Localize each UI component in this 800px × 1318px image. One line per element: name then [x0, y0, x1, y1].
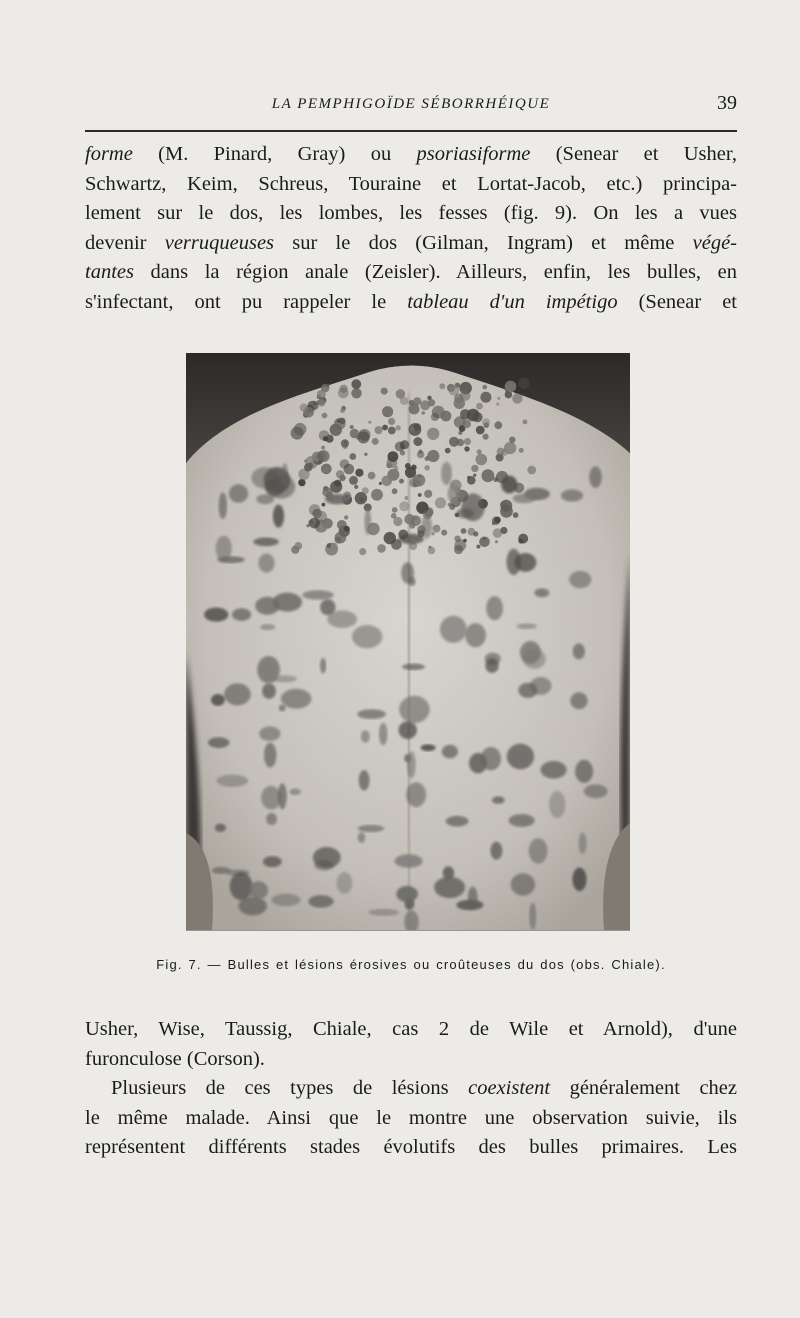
- lesion-patch: [408, 577, 415, 586]
- lesion-speck: [377, 544, 386, 553]
- lesion-patch: [534, 588, 549, 597]
- paragraph-bottom: [85, 1015, 737, 1163]
- lesion-speck: [337, 419, 341, 423]
- text-line: lement sur le dos, les lombes, les fesses (fig. 9). On les a vues: [85, 202, 737, 224]
- lesion-speck: [309, 518, 320, 529]
- figure-photograph: [186, 353, 630, 931]
- lesion-speck: [454, 545, 463, 554]
- lesion-patch: [575, 760, 593, 783]
- lesion-speck: [321, 446, 325, 450]
- lesion-patch: [501, 476, 517, 494]
- lesion-patch: [249, 881, 269, 899]
- lesion-patch: [399, 721, 417, 739]
- lesion-speck: [409, 404, 420, 415]
- lesion-speck: [339, 475, 345, 481]
- lesion-speck: [431, 532, 434, 535]
- lesion-speck: [399, 479, 404, 484]
- lesion-speck: [424, 490, 432, 498]
- lesion-speck: [435, 497, 446, 508]
- text-run: s'infectant, ont pu rappeler le: [85, 290, 408, 313]
- lesion-speck: [427, 428, 439, 440]
- lesion-patch: [368, 909, 399, 916]
- lesion-patch: [469, 753, 487, 774]
- lesion-speck: [350, 429, 359, 438]
- lesion-speck: [340, 408, 345, 413]
- lesion-speck: [418, 493, 422, 497]
- lesion-speck: [344, 464, 355, 475]
- lesion-patch: [282, 463, 288, 485]
- lesion-speck: [424, 465, 429, 470]
- lesion-patch: [399, 696, 430, 723]
- lesion-patch: [561, 489, 583, 501]
- lesion-speck: [509, 437, 515, 443]
- lesion-speck: [519, 448, 524, 453]
- lesion-speck: [427, 450, 439, 462]
- lesion-patch: [511, 873, 536, 895]
- header-rule: [85, 130, 737, 132]
- text-line: représentent différents stades évolutifs des bulles primaires. Les: [85, 1136, 737, 1158]
- lesion-patch: [266, 813, 277, 825]
- lesion-speck: [318, 399, 325, 406]
- text-line: [85, 258, 737, 288]
- lesion-patch: [507, 744, 534, 770]
- lesion-patch: [379, 723, 388, 745]
- lesion-speck: [449, 504, 455, 510]
- lesion-patch: [259, 726, 280, 741]
- lesion-patch: [421, 744, 436, 751]
- page-number: 39: [717, 92, 737, 114]
- lesion-patch: [529, 838, 548, 863]
- lesion-patch: [219, 492, 227, 519]
- lesion-speck: [482, 418, 490, 426]
- lesion-speck: [421, 411, 425, 415]
- lesion-speck: [382, 406, 393, 417]
- lesion-speck: [364, 453, 367, 456]
- lesion-patch: [486, 596, 503, 620]
- lesion-patch: [337, 872, 353, 894]
- lesion-speck: [392, 507, 398, 513]
- text-run: dans la région anale (Zeisler). Ailleurs, enfin, les bulles, en: [133, 261, 737, 283]
- lesion-patch: [507, 549, 521, 575]
- lesion-patch: [263, 856, 282, 867]
- lesion-patch: [216, 536, 232, 562]
- text-run: (M. Pinard, Gray) ou: [132, 143, 417, 165]
- running-head: [85, 92, 737, 118]
- lesion-patch: [448, 484, 460, 503]
- lesion-speck: [497, 397, 500, 400]
- lesion-speck: [351, 388, 361, 398]
- text-run: sur le dos (Gilman, Ingram) et même: [274, 231, 693, 254]
- lesion-patch: [215, 824, 226, 832]
- lesion-patch: [520, 641, 541, 664]
- lesion-patch: [357, 709, 386, 719]
- lesion-speck: [404, 496, 408, 500]
- lesion-patch: [513, 494, 536, 504]
- lesion-speck: [480, 392, 491, 403]
- italic-term: psoriasiforme: [416, 143, 531, 165]
- lesion-speck: [384, 532, 396, 544]
- lesion-patch: [279, 705, 286, 712]
- lesion-patch: [446, 816, 469, 827]
- lesion-speck: [339, 385, 347, 393]
- running-title: LA PEMPHIGOÏDE SÉBORRHÉIQUE: [271, 96, 551, 112]
- lesion-patch: [289, 788, 301, 795]
- text-line: [85, 1074, 737, 1104]
- lesion-patch: [229, 484, 248, 502]
- lesion-patch: [281, 689, 312, 709]
- lesion-patch: [421, 515, 432, 539]
- text-line: furonculose (Corson).: [85, 1047, 265, 1070]
- lesion-patch: [358, 825, 385, 832]
- text-run: (Senear et Usher,: [530, 143, 737, 165]
- paragraph-top: [85, 140, 737, 317]
- lesion-speck: [381, 388, 388, 395]
- lesion-speck: [400, 450, 405, 455]
- lesion-patch: [253, 537, 279, 546]
- text-run: généralement chez: [550, 1077, 737, 1099]
- text-line: [85, 140, 737, 170]
- lesion-speck: [375, 426, 383, 434]
- lesion-patch: [579, 833, 587, 855]
- lesion-speck: [483, 434, 489, 440]
- lesion-speck: [467, 476, 476, 485]
- lesion-patch: [573, 643, 585, 659]
- lesion-patch: [364, 509, 371, 535]
- lesion-patch: [529, 903, 536, 930]
- lesion-speck: [351, 379, 361, 389]
- lesion-patch: [549, 791, 565, 818]
- lesion-patch: [584, 784, 608, 798]
- lesion-speck: [414, 423, 422, 431]
- lesion-patch: [395, 854, 423, 868]
- lesion-patch: [320, 658, 326, 674]
- text-line: Usher, Wise, Taussig, Chiale, cas 2 de Wile et Arnold), d'une: [85, 1018, 737, 1040]
- lesion-speck: [294, 542, 302, 550]
- lesion-speck: [471, 465, 478, 472]
- lesion-patch: [258, 554, 274, 573]
- lesion-speck: [467, 528, 475, 536]
- lesion-speck: [413, 437, 422, 446]
- lesion-speck: [513, 512, 519, 518]
- lesion-patch: [468, 887, 478, 908]
- italic-term: tableau d'un impétigo: [407, 290, 618, 313]
- lesion-speck: [294, 423, 307, 436]
- italic-term: coexistent: [468, 1077, 551, 1099]
- italic-term: tantes: [85, 261, 134, 283]
- text-run: devenir: [85, 231, 165, 254]
- lesion-speck: [433, 525, 441, 533]
- lesion-speck: [495, 540, 498, 543]
- lesion-patch: [273, 593, 303, 612]
- lesion-speck: [372, 438, 379, 445]
- lesion-patch: [518, 683, 537, 698]
- lesion-patch: [204, 608, 228, 622]
- lesion-patch: [272, 894, 301, 907]
- lesion-speck: [463, 539, 467, 543]
- lesion-patch: [492, 796, 505, 804]
- lesion-patch: [352, 625, 383, 648]
- lesion-speck: [413, 397, 421, 405]
- lesion-speck: [500, 505, 513, 518]
- lesion-speck: [323, 467, 329, 473]
- lesion-patch: [516, 623, 537, 629]
- lesion-speck: [400, 440, 409, 449]
- lesion-speck: [512, 393, 522, 403]
- lesion-speck: [441, 530, 447, 536]
- lesion-speck: [460, 390, 471, 401]
- lesion-speck: [298, 479, 305, 486]
- lesion-speck: [476, 403, 483, 410]
- lesion-speck: [313, 401, 318, 406]
- lesion-speck: [322, 503, 326, 507]
- lesion-speck: [473, 474, 476, 477]
- lesion-speck: [335, 532, 347, 544]
- lesion-speck: [400, 397, 408, 405]
- lesion-patch: [490, 842, 502, 860]
- text-line: le même malade. Ainsi que le montre une observation suivie, ils: [85, 1106, 737, 1129]
- lesion-patch: [442, 745, 458, 759]
- lesion-speck: [349, 453, 356, 460]
- lesion-speck: [428, 547, 436, 555]
- lesion-patch: [262, 683, 276, 699]
- lesion-patch: [361, 730, 370, 743]
- lesion-speck: [418, 474, 422, 478]
- lesion-patch: [569, 571, 591, 588]
- lesion-speck: [463, 420, 471, 428]
- lesion-speck: [344, 526, 350, 532]
- lesion-patch: [485, 658, 498, 673]
- text-run: Plusieurs de ces types de lésions: [111, 1077, 469, 1099]
- lesion-speck: [467, 409, 480, 422]
- lesion-speck: [317, 390, 326, 399]
- back-lesions-photo: [186, 353, 630, 930]
- lesion-speck: [304, 463, 312, 471]
- lesion-speck: [326, 384, 329, 387]
- text-line: [85, 229, 737, 259]
- lesion-patch: [434, 877, 465, 898]
- lesion-speck: [391, 513, 397, 519]
- lesion-patch: [570, 692, 587, 709]
- lesion-patch: [230, 872, 253, 900]
- lesion-speck: [450, 386, 455, 391]
- lesion-speck: [382, 476, 393, 487]
- figure-caption: Fig. 7. — Bulles et lésions érosives ou croûteuses du dos (obs. Chiale).: [156, 957, 666, 972]
- lesion-speck: [483, 537, 486, 540]
- lesion-patch: [232, 608, 251, 621]
- lesion-speck: [355, 492, 367, 504]
- lesion-patch: [573, 868, 587, 892]
- lesion-speck: [494, 421, 502, 429]
- italic-term: forme: [85, 143, 133, 165]
- lesion-speck: [371, 489, 383, 501]
- lesion-speck: [359, 548, 366, 555]
- lesion-patch: [396, 886, 418, 902]
- lesion-speck: [482, 469, 495, 482]
- lesion-speck: [461, 528, 467, 534]
- lesion-speck: [306, 524, 309, 527]
- lesion-speck: [379, 482, 382, 485]
- lesion-speck: [505, 381, 517, 393]
- lesion-patch: [465, 623, 486, 647]
- lesion-speck: [492, 517, 500, 525]
- lesion-speck: [420, 400, 430, 410]
- lesion-speck: [431, 413, 439, 421]
- lesion-speck: [417, 451, 425, 459]
- italic-term: végé-: [692, 231, 737, 254]
- lesion-speck: [323, 436, 328, 441]
- lesion-speck: [388, 451, 399, 462]
- lesion-patch: [541, 761, 567, 779]
- lesion-patch: [441, 462, 452, 485]
- lesion-speck: [476, 454, 488, 466]
- lesion-speck: [388, 418, 395, 425]
- lesion-patch: [589, 466, 602, 488]
- lesion-patch: [358, 832, 366, 843]
- lesion-patch: [302, 590, 334, 599]
- lesion-speck: [305, 412, 309, 416]
- lesion-patch: [308, 895, 333, 908]
- lesion-speck: [477, 449, 482, 454]
- lesion-speck: [493, 477, 498, 482]
- lesion-speck: [458, 431, 462, 435]
- lesion-patch: [313, 847, 341, 868]
- lesion-patch: [440, 616, 467, 643]
- lesion-patch: [325, 494, 349, 504]
- lesion-speck: [396, 425, 401, 430]
- lesion-speck: [476, 545, 480, 549]
- lesion-patch: [273, 505, 284, 528]
- lesion-patch: [404, 754, 411, 762]
- lesion-speck: [425, 456, 430, 461]
- lesion-speck: [330, 543, 337, 550]
- lesion-speck: [409, 523, 415, 529]
- lesion-speck: [304, 460, 307, 463]
- lesion-speck: [493, 528, 503, 538]
- lesion-patch: [461, 493, 484, 521]
- text-line: [85, 288, 737, 318]
- lesion-speck: [368, 472, 376, 480]
- lesion-speck: [441, 411, 452, 422]
- lesion-patch: [443, 866, 455, 879]
- lesion-speck: [399, 501, 409, 511]
- lesion-patch: [260, 624, 275, 630]
- lesion-speck: [349, 476, 358, 485]
- lesion-patch: [320, 599, 335, 615]
- lesion-speck: [392, 488, 398, 494]
- lesion-speck: [330, 481, 342, 493]
- lesion-speck: [439, 383, 445, 389]
- lesion-patch: [398, 534, 424, 544]
- italic-term: verruqueuses: [164, 231, 275, 254]
- lesion-speck: [350, 425, 354, 429]
- lesion-speck: [382, 425, 388, 431]
- lesion-speck: [518, 378, 529, 389]
- lesion-speck: [330, 424, 342, 436]
- lesion-speck: [496, 403, 499, 406]
- lesion-speck: [300, 404, 308, 412]
- lesion-patch: [212, 867, 231, 874]
- lesion-speck: [368, 421, 371, 424]
- lesion-patch: [264, 743, 276, 768]
- text-run: (Senear et: [617, 290, 737, 313]
- text-line: Schwartz, Keim, Schreus, Touraine et Lortat-Jacob, etc.) principa-: [85, 172, 737, 195]
- lesion-speck: [405, 467, 416, 478]
- lesion-patch: [359, 770, 370, 790]
- lesion-speck: [357, 431, 369, 443]
- lesion-patch: [211, 694, 225, 706]
- lesion-speck: [464, 438, 471, 445]
- lesion-patch: [208, 737, 230, 748]
- lesion-speck: [354, 485, 358, 489]
- lesion-speck: [501, 449, 508, 456]
- lesion-patch: [509, 814, 535, 827]
- lesion-speck: [341, 439, 349, 447]
- lesion-speck: [457, 439, 464, 446]
- lesion-speck: [523, 420, 528, 425]
- lesion-speck: [476, 426, 485, 435]
- lesion-speck: [388, 427, 396, 435]
- lesion-speck: [344, 515, 348, 519]
- lesion-speck: [445, 448, 451, 454]
- lesion-patch: [406, 782, 426, 807]
- lesion-speck: [318, 450, 330, 462]
- lesion-patch: [272, 675, 297, 682]
- lesion-patch: [261, 786, 281, 810]
- lesion-patch: [217, 775, 249, 787]
- lesion-speck: [414, 516, 417, 519]
- lesion-speck: [518, 534, 528, 544]
- lesion-speck: [322, 413, 328, 419]
- lesion-speck: [355, 469, 363, 477]
- lesion-speck: [464, 446, 469, 451]
- lesion-speck: [483, 385, 488, 390]
- lesion-speck: [527, 466, 536, 475]
- lesion-patch: [402, 664, 425, 671]
- lesion-patch: [224, 683, 251, 705]
